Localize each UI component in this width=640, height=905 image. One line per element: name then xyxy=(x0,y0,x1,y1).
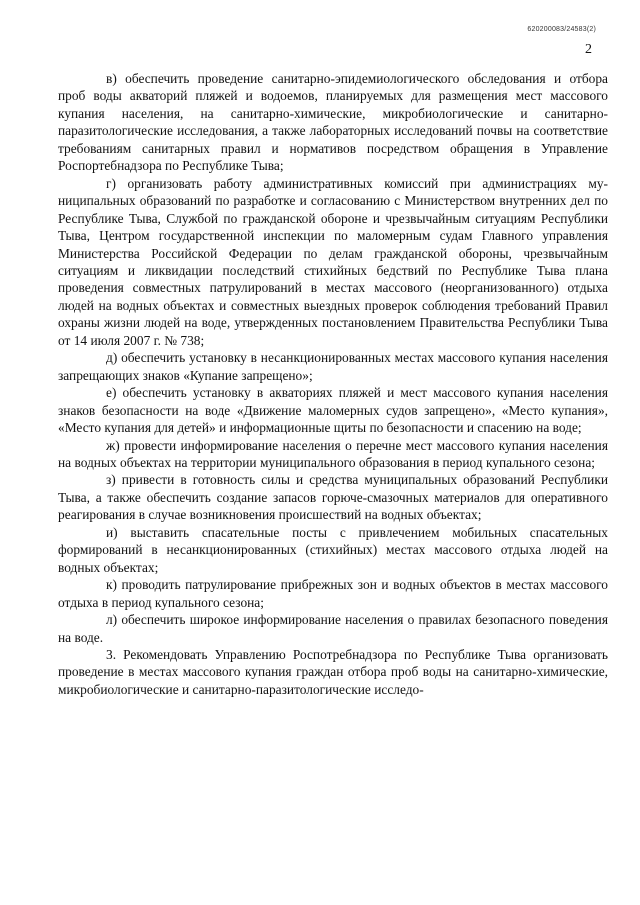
paragraph-k: к) проводить патрулирование прибрежных зон и водных объектов в местах массового отдыха в период купального сезона; xyxy=(58,577,608,610)
document-registration-code: 620200083/24583(2) xyxy=(527,26,596,33)
paragraph-g: г) организовать работу административных комиссий при администрациях муниципальных образований по разработке и согласованию с Министерством внутренних дел по Республике Тыва, Службой по гражданской обороне и чрезвычайным ситуациям Республики Тыва, Центром государственной инспекции по маломерным судам Главного управления Министерства Российской Федерации по делам гражданской обороны, чрезвычайным ситуациям и ликвидации последствий стихийных бедствий по Республике Тыва плана проведения совместных патрулирований в местах массового (неорганизованного) отдыха людей на водных объектах и совместных выездных проверок соблюдения требований Правил охраны жизни людей на воде, утвержденных постановлением Правительства Республики Тыва от 14 июля 2007 г. № 738; xyxy=(58,175,608,348)
paragraph-d: д) обеспечить установку в несанкционированных местах массового купания населения запрещающих знаков «Купание запрещено»; xyxy=(58,350,608,383)
document-body xyxy=(58,70,608,698)
paragraph-e: е) обеспечить установку в акваториях пляжей и мест массового купания населения знаков безопасности на воде «Движение маломерных судов запрещено», «Место купания», «Место купания для детей» и информационные щиты по безопасности и спасению на воде; xyxy=(58,385,608,436)
paragraph-z: з) привести в готовность силы и средства муниципальных образований Республики Тыва, а также обеспечить создание запасов горюче-смазочных материалов для оперативного реагирования в случае возникновения происшествий на водных объектах; xyxy=(58,472,608,523)
paragraph-i: и) выставить спасательные посты с привлечением мобильных спасательных формирований в несанкционированных (стихийных) местах массового отдыха людей на водных объектах; xyxy=(58,524,608,575)
paragraph-l: л) обеспечить широкое информирование населения о правилах безопасного поведения на воде. xyxy=(58,612,608,645)
paragraph-3: 3. Рекомендовать Управлению Роспотребнадзора по Республике Тыва организовать проведение в местах массового купания граждан отбора проб воды на санитарно-химические, микробиологические и санитарно-паразитологические исследо- xyxy=(58,646,608,697)
page-number: 2 xyxy=(585,42,592,57)
paragraph-zh: ж) провести информирование населения о перечне мест массового купания населения на водных объектах на территории муниципального образования в период купального сезона; xyxy=(58,437,608,470)
paragraph-v: в) обеспечить проведение санитарно-эпидемиологического обследования и отбора проб воды акваторий пляжей и водоемов, планируемых для размещения мест массового купания населения, на санитарно-химические, микробиологические и санитарно-паразитологические исследования, а также лабораторных исследований почвы на соответствие требованиям санитарных правил и нормативов посредством обращения в Управление Роспортебнадзора по Республике Тыва; xyxy=(58,71,608,174)
